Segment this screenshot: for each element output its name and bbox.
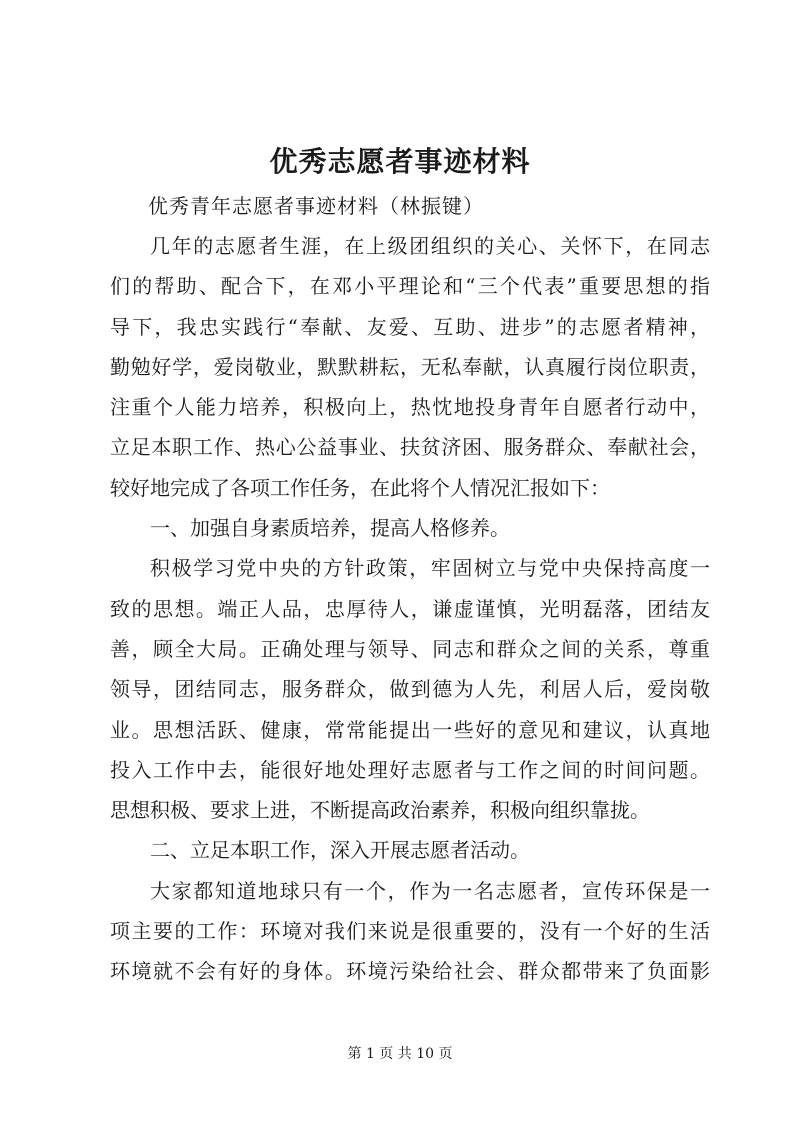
text-line: 勤勉好学，爱岗敬业，默默耕耘，无私奉献，认真履行岗位职责， [110,354,710,379]
page-footer: 第 1 页 共 10 页 [347,1046,453,1062]
text-line: 环境就不会有好的身体。环境污染给社会、群众都带来了负面影 [110,959,710,984]
text-line: 导下，我忠实践行“奉献、友爱、互助、进步”的志愿者精神， [110,314,710,339]
text-line: 致的思想。端正人品，忠厚待人，谦虚谨慎，光明磊落，团结友 [110,596,710,621]
heading-line: 二、立足本职工作，深入开展志愿者活动。 [150,838,530,863]
paragraph-intro [110,226,710,508]
document-title: 优秀志愿者事迹材料 [269,145,531,178]
document-body [110,226,710,992]
text-line: 项主要的工作：环境对我们来说是很重要的，没有一个好的生活 [110,919,710,944]
text-line: 较好地完成了各项工作任务，在此将个人情况汇报如下： [110,475,610,500]
document-subtitle: 优秀青年志愿者事迹材料（林振键） [148,194,484,218]
text-line: 立足本职工作、热心公益事业、扶贫济困、服务群众、奉献社会， [110,435,710,460]
text-line: 几年的志愿者生涯，在上级团组织的关心、关怀下，在同志 [150,234,710,258]
text-line: 业。思想活跃、健康，常常能提出一些好的意见和建议，认真地 [110,717,710,742]
paragraph-section-2 [110,871,710,992]
text-line: 积极学习党中央的方针政策，牢固树立与党中央保持高度一 [150,556,710,581]
text-line: 们的帮助、配合下，在邓小平理论和“三个代表”重要思想的指 [110,274,710,299]
text-line: 注重个人能力培养，积极向上，热忱地投身青年自愿者行动中， [110,395,710,420]
heading-line: 一、加强自身素质培养，提高人格修养。 [150,516,510,541]
text-line: 善，顾全大局。正确处理与领导、同志和群众之间的关系，尊重 [110,636,710,661]
text-line: 投入工作中去，能很好地处理好志愿者与工作之间的时间问题。 [110,757,710,782]
section-heading-2 [110,830,710,870]
paragraph-section-1 [110,548,710,830]
section-heading-1 [110,508,710,548]
text-line: 大家都知道地球只有一个，作为一名志愿者，宣传环保是一 [150,878,710,903]
text-line: 领导，团结同志，服务群众，做到德为人先，利居人后，爱岗敬 [110,677,710,702]
text-line: 思想积极、要求上进，不断提高政治素养，积极向组织靠拢。 [110,798,650,823]
